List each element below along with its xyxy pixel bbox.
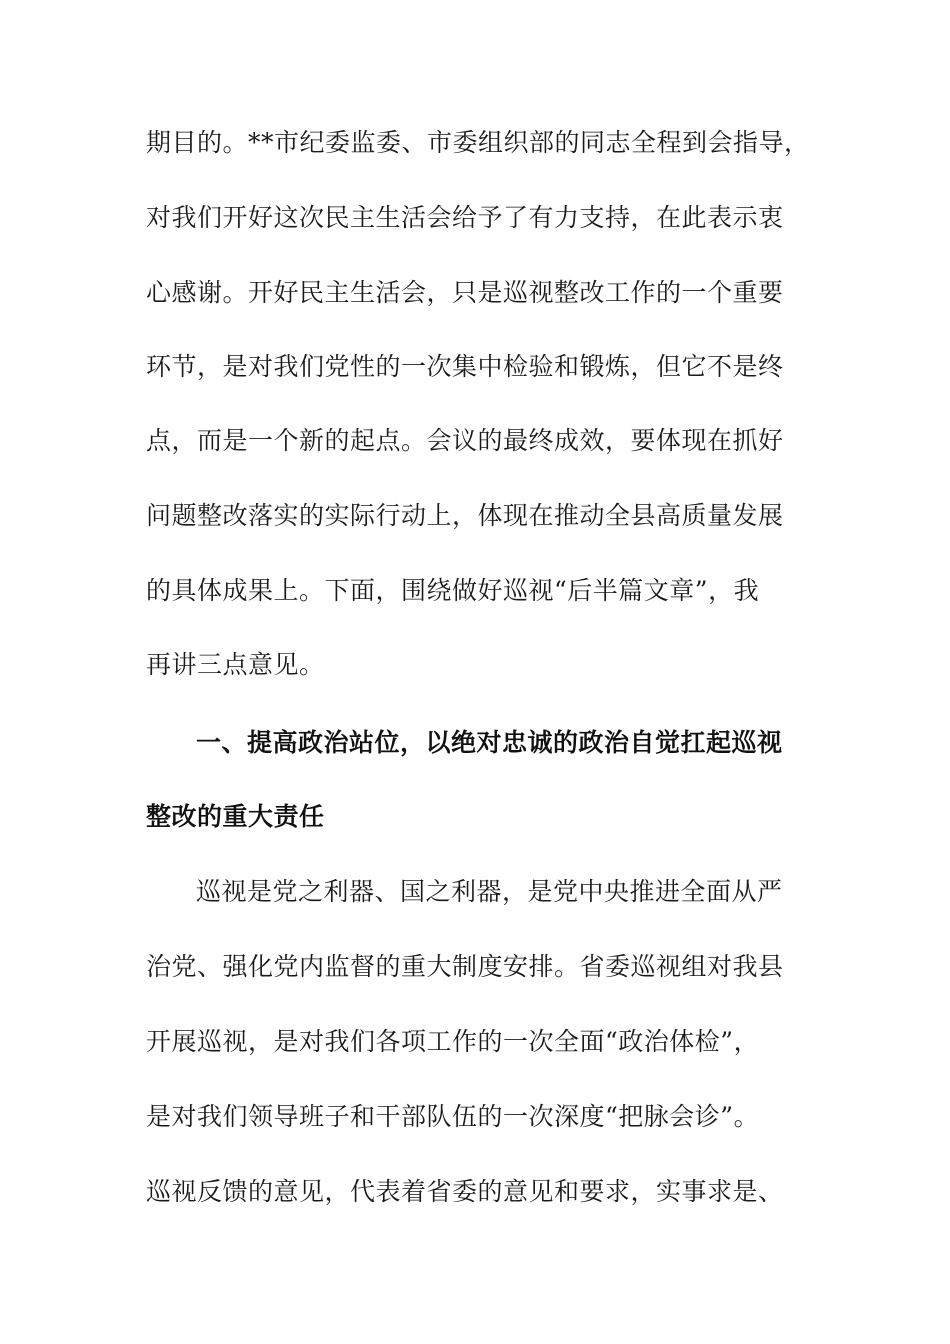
paragraph-line: 对我们开好这次民主生活会给予了有力支持，在此表示衷: [146, 203, 784, 232]
paragraph-line: 再讲三点意见。: [146, 650, 325, 679]
paragraph-line: 环节，是对我们党性的一次集中检验和锻炼，但它不是终: [146, 352, 784, 381]
paragraph-line: 心感谢。开好民主生活会，只是巡视整改工作的一个重要: [146, 278, 784, 307]
paragraph-line: 是对我们领导班子和干部队伍的一次深度“把脉会诊”。: [146, 1102, 760, 1131]
paragraph-line: 巡视反馈的意见，代表着省委的意见和要求，实事求是、: [146, 1177, 784, 1206]
paragraph-line: 期目的。**市纪委监委、市委组织部的同志全程到会指导，: [146, 128, 810, 157]
paragraph-line: 点，而是一个新的起点。会议的最终成效，要体现在抓好: [146, 426, 784, 455]
paragraph-line: 开展巡视，是对我们各项工作的一次全面“政治体检”，: [146, 1027, 760, 1056]
section-heading-line: 一、提高政治站位，以绝对忠诚的政治自觉扛起巡视: [196, 728, 783, 757]
paragraph-line: 治党、强化党内监督的重大制度安排。省委巡视组对我县: [146, 952, 784, 981]
paragraph-line: 巡视是党之利器、国之利器，是党中央推进全面从严: [196, 877, 783, 906]
section-heading-line: 整改的重大责任: [146, 802, 325, 831]
paragraph-line: 问题整改落实的实际行动上，体现在推动全县高质量发展: [146, 501, 784, 530]
paragraph-line: 的具体成果上。下面，围绕做好巡视“后半篇文章”，我: [146, 576, 760, 605]
